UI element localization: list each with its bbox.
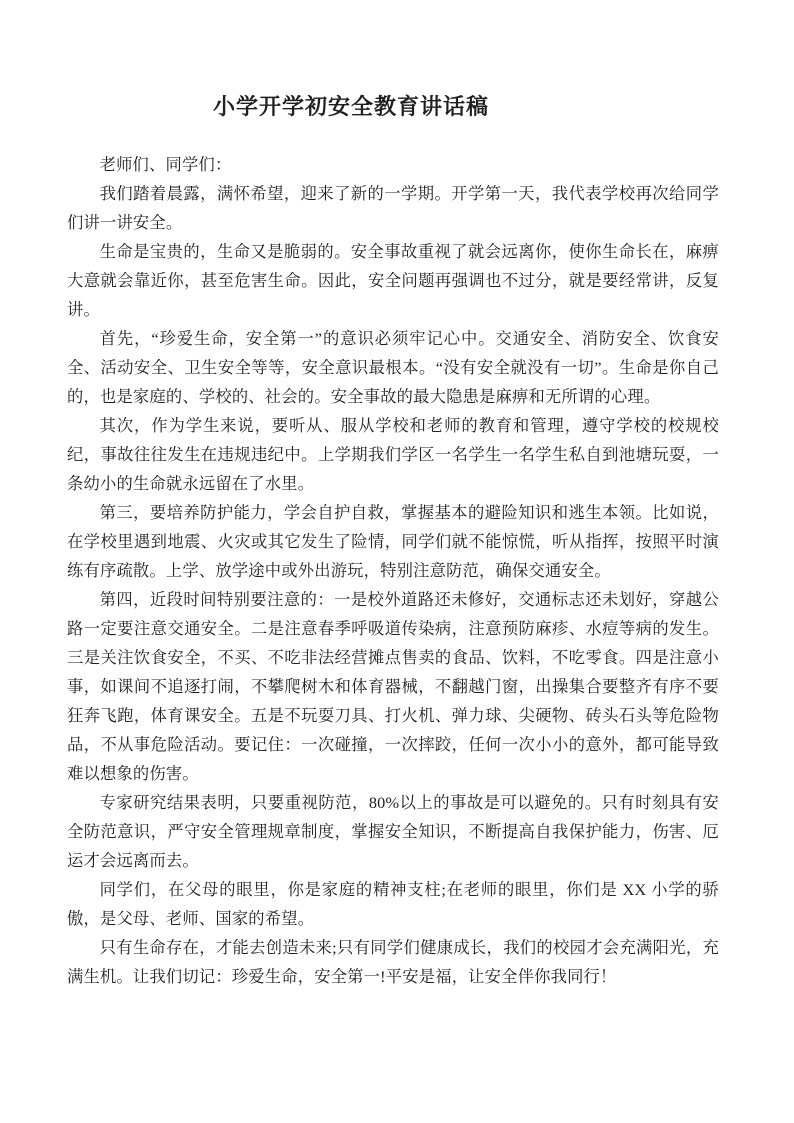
paragraph-fourth-point: 第四，近段时间特别要注意的：一是校外道路还未修好，交通标志还未划好，穿越公路一定要注意交通安全。二是注意春季呼吸道传染病，注意预防麻疹、水痘等病的发生。三是关注饮食安全，不买、不吃非法经营摊点售卖的食品、饮料，不吃零食。四是注意小事，如课间不追逐打闹，不攀爬树木和体育器械，不翻越门窗，出操集合要整齐有序不要狂奔飞跑，体育课安全。五是不玩耍刀具、打火机、弹力球、尖硬物、砖头石头等危险物品，不从事危险活动。要记住：一次碰撞，一次摔跤，任何一次小小的意外，都可能导致难以想象的伤害。 [67,590,719,783]
paragraph-life-fragile: 生命是宝贵的，生命又是脆弱的。安全事故重视了就会远离你，使你生命长在，麻痹大意就会靠近你，甚至危害生命。因此，安全问题再强调也不过分，就是要经常讲，反复讲。 [67,242,719,319]
paragraph-second-point: 其次，作为学生来说，要听从、服从学校和老师的教育和管理，遵守学校的校规校纪，事故往往发生在违规违纪中。上学期我们学区一名学生一名学生私自到池塘玩耍，一条幼小的生命就永远留在了水里。 [67,416,719,493]
document-body [67,150,719,991]
paragraph-third-point: 第三，要培养防护能力，学会自护自救，掌握基本的避险知识和逃生本领。比如说，在学校里遇到地震、火灾或其它发生了险情，同学们就不能惊慌，听从指挥，按照平时演练有序疏散。上学、放学途中或外出游玩，特别注意防范，确保交通安全。 [67,503,719,580]
page-title: 小学开学初安全教育讲话稿 [212,94,489,119]
paragraph-first-point: 首先，“珍爱生命，安全第一”的意识必须牢记心中。交通安全、消防安全、饮食安全、活动安全、卫生安全等等，安全意识最根本。“没有安全就没有一切”。生命是你自己的，也是家庭的、学校的、社会的。安全事故的最大隐患是麻痹和无所谓的心理。 [67,329,719,406]
paragraph-closing: 只有生命存在，才能去创造未来;只有同学们健康成长，我们的校园才会充满阳光，充满生机。让我们切记：珍爱生命，安全第一!平安是福，让安全伴你我同行！ [67,938,719,986]
paragraph-greeting: 老师们、同学们： [99,155,232,174]
paragraph-students-pride: 同学们，在父母的眼里，你是家庭的精神支柱;在老师的眼里，你们是 XX 小学的骄傲，是父母、老师、国家的希望。 [67,880,719,928]
paragraph-intro: 我们踏着晨露，满怀希望，迎来了新的一学期。开学第一天，我代表学校再次给同学们讲一讲安全。 [67,184,719,232]
paragraph-expert-stats: 专家研究结果表明，只要重视防范，80%以上的事故是可以避免的。只有时刻具有安全防范意识，严守安全管理规章制度，掌握安全知识，不断提高自我保护能力，伤害、厄运才会远离而去。 [67,793,719,870]
